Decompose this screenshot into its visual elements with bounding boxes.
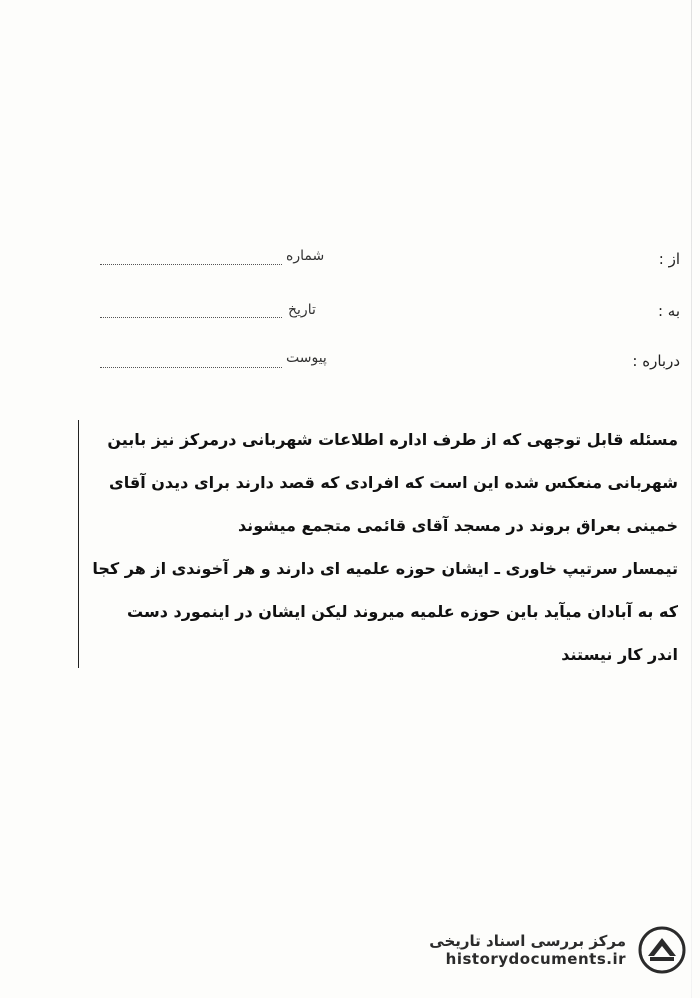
archive-logo-icon <box>638 926 686 974</box>
number-dots <box>100 263 282 265</box>
body-line-2: شهربانی منعکس شده این است که افرادی که قصد دارند برای دیدن آقای <box>109 473 678 492</box>
letter-body <box>78 418 678 676</box>
footer-title: مرکز بررسی اسناد تاریخی <box>429 932 626 950</box>
to-row <box>0 302 700 326</box>
about-label: درباره : <box>632 352 680 370</box>
date-label: تاریخ <box>288 302 316 318</box>
footer-watermark <box>429 916 686 984</box>
body-line-3: خمینی بعراق بروند در مسجد آقای قائمی متجمع میشوند <box>237 516 678 535</box>
footer-text <box>429 932 626 968</box>
from-row <box>0 250 700 274</box>
from-label: از : <box>658 250 680 268</box>
attachment-label: پیوست <box>286 350 327 366</box>
date-dots <box>100 316 282 318</box>
page-edge <box>691 0 692 998</box>
body-line-5: که به آبادان میآید باین حوزه علمیه میروند لیکن ایشان در اینمورد دست <box>127 602 678 621</box>
about-row <box>0 352 700 376</box>
body-line-4: تیمسار سرتیپ خاوری ـ ایشان حوزه علمیه ای دارند و هر آخوندی از هر کجا <box>92 559 678 578</box>
body-line-6: اندر کار نیستند <box>561 645 678 664</box>
number-label: شماره <box>286 248 325 264</box>
footer-url[interactable]: historydocuments.ir <box>445 950 626 968</box>
to-label: به : <box>657 302 680 320</box>
body-line-1: مسئله قابل توجهی که از طرف اداره اطلاعات شهربانی درمرکز نیز بابین <box>107 430 678 449</box>
attachment-dots <box>100 366 282 368</box>
